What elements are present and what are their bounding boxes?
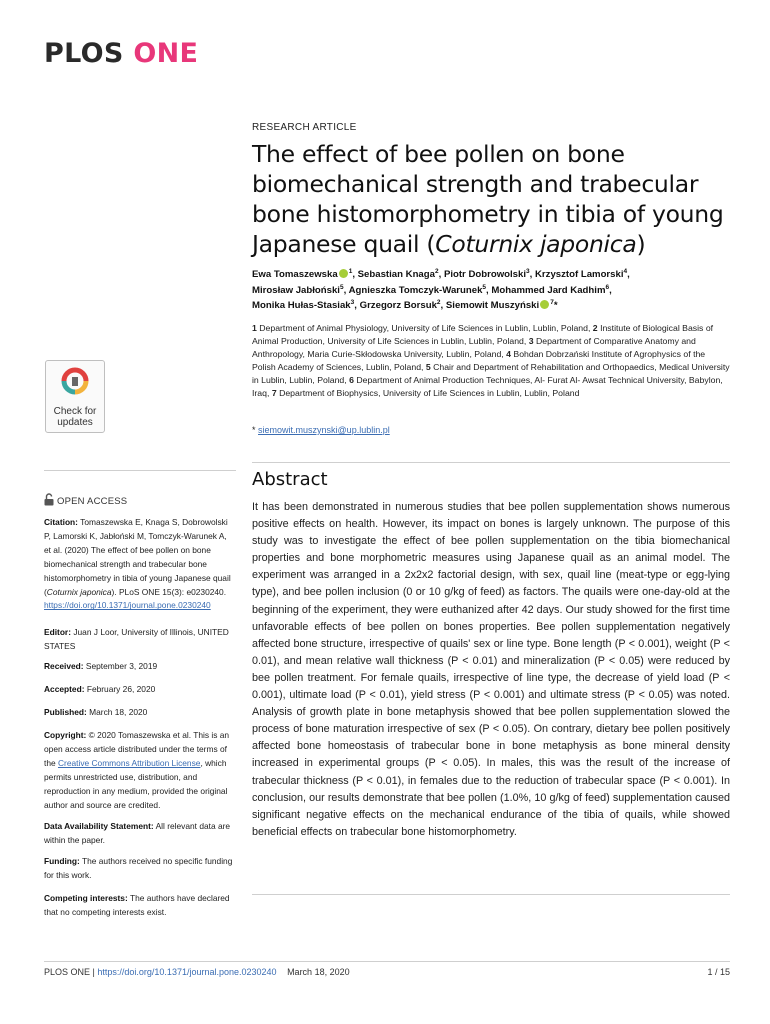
affiliation-text: Department of Comparative Anatomy and Anthropology, Maria Curie-Skłodowska University, Lublin, Poland, xyxy=(252,336,696,359)
author-name: Krzysztof Lamorski xyxy=(535,269,624,280)
received-label: Received: xyxy=(44,661,84,671)
citation-label: Citation: xyxy=(44,517,78,527)
corresponding-author xyxy=(252,425,730,435)
author-separator: , xyxy=(438,269,444,280)
divider xyxy=(252,894,730,895)
published-text: March 18, 2020 xyxy=(89,707,148,717)
page-number: 1 / 15 xyxy=(707,967,730,977)
affiliation-text: Institute of Biological Basis of Animal Production, University of Life Sciences in Lublin, Lublin, Poland, xyxy=(252,323,714,346)
badge-line-1: Check for xyxy=(53,406,97,417)
author-separator: , xyxy=(627,269,630,280)
footer-journal: PLOS ONE xyxy=(44,967,91,977)
journal-logo[interactable] xyxy=(44,38,198,69)
data-availability xyxy=(44,820,236,848)
check-for-updates-badge[interactable] xyxy=(45,360,105,433)
copyright-post: , which permits unrestricted use, distribution, and reproduction in any medium, provided the original author and source are credited. xyxy=(44,757,228,810)
author-name: Grzegorz Borsuk xyxy=(359,300,437,311)
affiliation-text: Department of Biophysics, University of Life Sciences in Lublin, Lublin, Poland xyxy=(279,388,580,398)
author-name: Siemowit Muszyński xyxy=(445,300,540,311)
title-species: Coturnix japonica xyxy=(435,230,637,258)
author-affiliation-ref: 5 xyxy=(482,283,487,291)
footer-citation xyxy=(44,967,350,977)
open-access-label xyxy=(44,493,127,507)
data-label: Data Availability Statement: xyxy=(44,821,154,831)
affiliation-text: Department of Animal Production Techniques, Al- Furat Al- Awsat Technical University, Babylon, Iraq, xyxy=(252,375,723,398)
citation-tail: ). PLoS ONE 15(3): e0230240. xyxy=(111,586,227,597)
published-label: Published: xyxy=(44,707,87,717)
funding-text: The authors received no specific funding for this work. xyxy=(44,856,233,880)
author-name: Piotr Dobrowolski xyxy=(443,269,527,280)
orcid-icon[interactable] xyxy=(339,269,348,278)
accepted-label: Accepted: xyxy=(44,684,85,694)
affiliation-number: 4 xyxy=(506,349,511,359)
author-name: Agnieszka Tomczyk-Warunek xyxy=(348,284,483,296)
author-affiliation-ref: 2 xyxy=(436,298,441,306)
abstract-text: It has been demonstrated in numerous studies that bee pollen supplementation shows numerous positive effects on health. However, its impact on bones is largely unknown. The purpose of this study was to investigate the effect of bee pollen supplementation on the tibia biomechanical properties and bone morphometric measures using Japanese quail as an animal model. The experiment was arranged in a 2x2x2 factorial design, with sex, quail line (meat-type or egg-lying type), and bee pollen inclusion (0 or 10 g/kg of feed) as factors. The quails were one-day-old at the beginning of the experiment, they were euthanized after 42 days. Our study showed for the first time unfavorable effects of bee pollen on bones properties. Bee pollen supplementation negatively affected bone structure, irrespective of quails' sex or line type. Bone length (P < 0.001), weight (P < 0.01), and mean relative wall thickness (P < 0.01) and mineralization (P < 0.05) were reduced by bee pollen treatment. For female quails, irrespective of line type, the decrease of yield load (P < 0.001), ultimate load (P < 0.01), yield stress (P < 0.001) and ultimate stress (P < 0.05) was noted. Analysis of growth plate in bone metaphysis showed that bee pollen supplementation slowed the process of bone maturation irrespective of sex (P < 0.05). On contrary, dietary bee pollen positively affected bone homeostasis of trabecular bone in bone metaphysis as bone mineral density increased in experimental groups (P < 0.05). In males, this was the result of the increase of trabecular thickness (P < 0.01), in females due to the reduction of trabecular space (P < 0.001). In conclusion, our results demonstrate that bee pollen (1.0%, 10 g/kg of feed) supplementation caused significant negative effects on the mechanical endurance of the tibia of quails, while showed beneficial effects on trabecular bone histomorphometry. xyxy=(252,501,730,838)
badge-line-2: updates xyxy=(57,417,93,428)
affiliation-number: 1 xyxy=(252,323,257,333)
corresponding-email-link[interactable]: siemowit.muszynski@up.lublin.pl xyxy=(258,425,390,435)
article-title xyxy=(252,139,730,259)
author-name: Sebastian Knaga xyxy=(357,269,435,280)
footer-divider xyxy=(44,961,730,962)
author-separator: , xyxy=(609,284,612,296)
open-lock-icon xyxy=(44,493,54,506)
author-separator: * xyxy=(553,300,558,311)
editor-text: Juan J Loor, University of Illinois, UNITED STATES xyxy=(44,627,229,651)
author-name: Mohammed Jard Kadhim xyxy=(491,284,606,296)
title-close: ) xyxy=(636,230,646,258)
author-separator: , xyxy=(343,284,349,296)
crossmark-icon xyxy=(61,367,89,395)
accepted-text: February 26, 2020 xyxy=(86,684,156,694)
competing-text: The authors have declared that no competing interests exist. xyxy=(44,893,230,917)
author-name: Mirosław Jabłoński xyxy=(252,284,340,296)
funding xyxy=(44,855,236,883)
license-link[interactable]: Creative Commons Attribution License xyxy=(57,757,201,768)
footer-date: March 18, 2020 xyxy=(287,967,350,977)
published-date xyxy=(44,706,236,720)
funding-label: Funding: xyxy=(44,856,80,866)
author-name: Monika Hułas-Stasiak xyxy=(252,300,351,311)
citation-doi-link[interactable]: https://doi.org/10.1371/journal.pone.0230240 xyxy=(44,600,211,611)
affiliation-number: 3 xyxy=(528,336,534,346)
logo-one: ONE xyxy=(133,38,199,69)
data-text: All relevant data are within the paper. xyxy=(44,821,231,845)
affiliations xyxy=(252,322,730,400)
author-affiliation-ref: 3 xyxy=(350,298,355,306)
abstract-heading: Abstract xyxy=(252,469,328,490)
footer-doi-link[interactable]: https://doi.org/10.1371/journal.pone.0230240 xyxy=(97,967,277,977)
author-affiliation-ref: 1 xyxy=(348,267,353,275)
editor xyxy=(44,626,236,654)
affiliation-number: 2 xyxy=(592,323,598,333)
citation-text: Tomaszewska E, Knaga S, Dobrowolski P, Lamorski K, Jabłoński M, Tomczyk-Warunek A, et al. (2020) The effect of bee pollen on bone biomechanical strength and trabecular bone histomorphometry in tibia of young Japanese quail ( xyxy=(44,517,231,597)
author-affiliation-ref: 6 xyxy=(605,283,610,291)
author-affiliation-ref: 7 xyxy=(550,298,554,306)
received-date xyxy=(44,660,236,674)
open-access-text: OPEN ACCESS xyxy=(57,496,128,507)
affiliation-text: Department of Animal Physiology, University of Life Sciences in Lublin, Lublin, Poland, xyxy=(259,323,591,333)
author-affiliation-ref: 2 xyxy=(434,267,439,275)
author-separator: , xyxy=(486,284,492,296)
article-type: RESEARCH ARTICLE xyxy=(252,122,357,133)
author-affiliation-ref: 5 xyxy=(339,283,344,291)
author-name: Ewa Tomaszewska xyxy=(252,269,338,280)
affiliation-text: Bohdan Dobrzański Institute of Agrophysics of the Polish Academy of Sciences, Lublin, Poland, xyxy=(252,349,706,372)
title-main: The effect of bee pollen on bone biomechanical strength and trabecular bone histomorphometry in tibia of young Japanese quail ( xyxy=(252,140,724,258)
affiliation-number: 7 xyxy=(271,388,277,398)
affiliation-number: 6 xyxy=(349,375,354,385)
author-separator: , xyxy=(529,269,535,280)
accepted-date xyxy=(44,683,236,697)
copyright-pre: © 2020 Tomaszewska et al. This is an open access article distributed under the terms of the xyxy=(44,730,230,768)
author-separator: , xyxy=(440,300,446,311)
author-list xyxy=(252,267,730,314)
affiliation-text: Chair and Department of Rehabilitation and Orthopaedics, Medical University in Lublin, Lublin, Poland, xyxy=(252,362,730,385)
orcid-icon[interactable] xyxy=(540,300,549,309)
author-affiliation-ref: 3 xyxy=(526,267,530,275)
citation xyxy=(44,516,236,613)
footer-separator: | xyxy=(92,967,95,977)
divider xyxy=(252,462,730,463)
sidebar-divider xyxy=(44,470,236,471)
copyright-label: Copyright: xyxy=(44,730,87,740)
corresponding-mark: * xyxy=(252,425,256,435)
author-separator: , xyxy=(352,269,358,280)
logo-plos: PLOS xyxy=(44,38,124,69)
competing-label: Competing interests: xyxy=(44,893,128,903)
author-separator: , xyxy=(354,300,360,311)
affiliation-number: 5 xyxy=(425,362,431,372)
copyright xyxy=(44,729,236,812)
received-text: September 3, 2019 xyxy=(85,661,158,671)
competing-interests xyxy=(44,892,236,920)
citation-species: Coturnix japonica xyxy=(46,586,112,597)
author-affiliation-ref: 4 xyxy=(623,267,628,275)
editor-label: Editor: xyxy=(44,627,71,637)
